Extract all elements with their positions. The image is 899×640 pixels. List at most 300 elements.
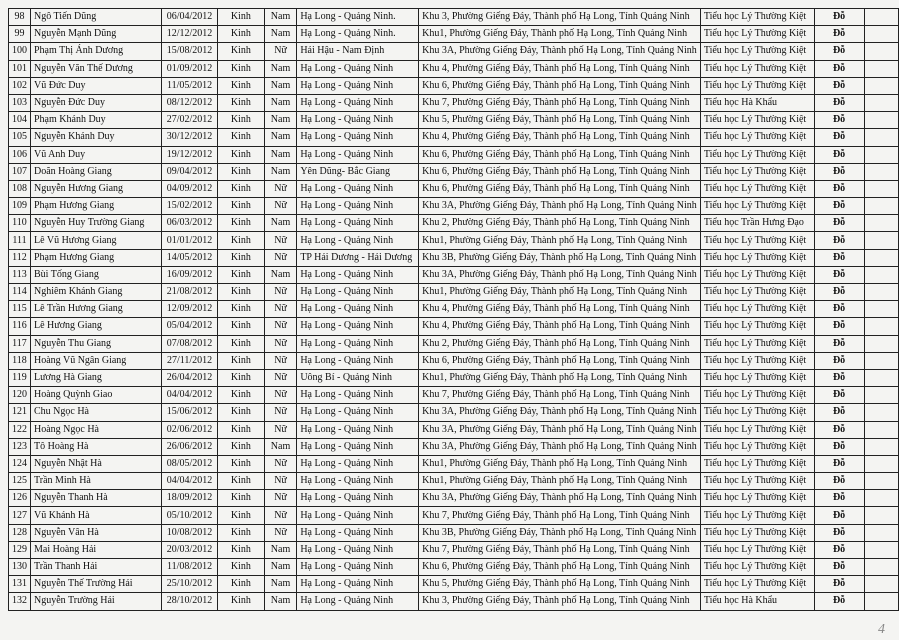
birth-date-cell: 04/04/2012 xyxy=(162,473,218,490)
ethnicity-cell: Kinh xyxy=(217,301,264,318)
address-cell: Khu 4, Phường Giếng Đáy, Thành phố Hạ Long, Tỉnh Quảng Ninh xyxy=(419,60,701,77)
table-row xyxy=(9,541,899,558)
birthplace-cell: Hạ Long - Quảng Ninh xyxy=(297,490,419,507)
student-name-cell: Hoàng Ngọc Hà xyxy=(31,421,162,438)
address-cell: Khu 7, Phường Giếng Đáy, Thành phố Hạ Long, Tỉnh Quảng Ninh xyxy=(419,541,701,558)
result-cell: Đỗ xyxy=(814,335,864,352)
row-index-cell: 113 xyxy=(9,266,31,283)
row-index-cell: 110 xyxy=(9,215,31,232)
ethnicity-cell: Kinh xyxy=(217,9,264,26)
address-cell: Khu 7, Phường Giếng Đáy, Thành phố Hạ Long, Tỉnh Quảng Ninh xyxy=(419,387,701,404)
gender-cell: Nữ xyxy=(264,387,297,404)
blank-cell xyxy=(864,352,898,369)
birth-date-cell: 30/12/2012 xyxy=(162,129,218,146)
gender-cell: Nam xyxy=(264,129,297,146)
table-row xyxy=(9,60,899,77)
primary-school-cell: Tiểu học Lý Thường Kiệt xyxy=(700,421,814,438)
birth-date-cell: 20/03/2012 xyxy=(162,541,218,558)
birthplace-cell: Hạ Long - Quảng Ninh xyxy=(297,94,419,111)
gender-cell: Nam xyxy=(264,94,297,111)
birth-date-cell: 04/09/2012 xyxy=(162,180,218,197)
gender-cell: Nam xyxy=(264,26,297,43)
gender-cell: Nữ xyxy=(264,421,297,438)
primary-school-cell: Tiểu học Lý Thường Kiệt xyxy=(700,438,814,455)
primary-school-cell: Tiểu học Lý Thường Kiệt xyxy=(700,559,814,576)
birthplace-cell: Hải Hậu - Nam Định xyxy=(297,43,419,60)
student-name-cell: Nguyễn Thanh Hà xyxy=(31,490,162,507)
birth-date-cell: 04/04/2012 xyxy=(162,387,218,404)
address-cell: Khu1, Phường Giếng Đáy, Thành phố Hạ Long, Tỉnh Quảng Ninh xyxy=(419,473,701,490)
table-row xyxy=(9,438,899,455)
row-index-cell: 122 xyxy=(9,421,31,438)
primary-school-cell: Tiểu học Lý Thường Kiệt xyxy=(700,129,814,146)
birthplace-cell: Hạ Long - Quảng Ninh xyxy=(297,335,419,352)
result-cell: Đỗ xyxy=(814,26,864,43)
primary-school-cell: Tiểu học Lý Thường Kiệt xyxy=(700,60,814,77)
student-name-cell: Nguyễn Huy Trường Giang xyxy=(31,215,162,232)
blank-cell xyxy=(864,77,898,94)
birth-date-cell: 05/10/2012 xyxy=(162,507,218,524)
primary-school-cell: Tiểu học Lý Thường Kiệt xyxy=(700,77,814,94)
table-row xyxy=(9,352,899,369)
primary-school-cell: Tiểu học Lý Thường Kiệt xyxy=(700,387,814,404)
result-cell: Đỗ xyxy=(814,387,864,404)
address-cell: Khu 5, Phường Giếng Đáy, Thành phố Hạ Long, Tỉnh Quảng Ninh xyxy=(419,112,701,129)
table-row xyxy=(9,335,899,352)
gender-cell: Nam xyxy=(264,266,297,283)
birthplace-cell: Hạ Long - Quảng Ninh xyxy=(297,77,419,94)
table-row xyxy=(9,146,899,163)
table-row xyxy=(9,284,899,301)
address-cell: Khu 6, Phường Giếng Đáy, Thành phố Hạ Long, Tỉnh Quảng Ninh xyxy=(419,77,701,94)
table-row xyxy=(9,421,899,438)
result-cell: Đỗ xyxy=(814,180,864,197)
result-cell: Đỗ xyxy=(814,215,864,232)
student-name-cell: Doãn Hoàng Giang xyxy=(31,163,162,180)
birth-date-cell: 28/10/2012 xyxy=(162,593,218,610)
birthplace-cell: Hạ Long - Quảng Ninh xyxy=(297,232,419,249)
birthplace-cell: Hạ Long - Quảng Ninh xyxy=(297,129,419,146)
table-row xyxy=(9,369,899,386)
ethnicity-cell: Kinh xyxy=(217,266,264,283)
table-row xyxy=(9,473,899,490)
gender-cell: Nam xyxy=(264,559,297,576)
ethnicity-cell: Kinh xyxy=(217,593,264,610)
birthplace-cell: Hạ Long - Quảng Ninh xyxy=(297,112,419,129)
birth-date-cell: 26/06/2012 xyxy=(162,438,218,455)
blank-cell xyxy=(864,369,898,386)
address-cell: Khu 6, Phường Giếng Đáy, Thành phố Hạ Long, Tỉnh Quảng Ninh xyxy=(419,163,701,180)
address-cell: Khu 7, Phường Giếng Đáy, Thành phố Hạ Long, Tỉnh Quảng Ninh xyxy=(419,94,701,111)
ethnicity-cell: Kinh xyxy=(217,43,264,60)
address-cell: Khu 3, Phường Giếng Đáy, Thành phố Hạ Long, Tỉnh Quảng Ninh xyxy=(419,593,701,610)
address-cell: Khu1, Phường Giếng Đáy, Thành phố Hạ Long, Tỉnh Quảng Ninh xyxy=(419,455,701,472)
blank-cell xyxy=(864,490,898,507)
row-index-cell: 132 xyxy=(9,593,31,610)
gender-cell: Nữ xyxy=(264,490,297,507)
address-cell: Khu1, Phường Giếng Đáy, Thành phố Hạ Long, Tỉnh Quảng Ninh xyxy=(419,232,701,249)
ethnicity-cell: Kinh xyxy=(217,404,264,421)
row-index-cell: 117 xyxy=(9,335,31,352)
result-cell: Đỗ xyxy=(814,524,864,541)
primary-school-cell: Tiểu học Lý Thường Kiệt xyxy=(700,112,814,129)
ethnicity-cell: Kinh xyxy=(217,198,264,215)
birthplace-cell: TP Hải Dương - Hải Dương xyxy=(297,249,419,266)
address-cell: Khu 6, Phường Giếng Đáy, Thành phố Hạ Long, Tỉnh Quảng Ninh xyxy=(419,146,701,163)
ethnicity-cell: Kinh xyxy=(217,541,264,558)
student-name-cell: Hoàng Quỳnh Giao xyxy=(31,387,162,404)
gender-cell: Nam xyxy=(264,77,297,94)
birth-date-cell: 26/04/2012 xyxy=(162,369,218,386)
table-row xyxy=(9,524,899,541)
student-name-cell: Phạm Khánh Duy xyxy=(31,112,162,129)
row-index-cell: 100 xyxy=(9,43,31,60)
primary-school-cell: Tiểu học Lý Thường Kiệt xyxy=(700,266,814,283)
gender-cell: Nữ xyxy=(264,43,297,60)
gender-cell: Nam xyxy=(264,215,297,232)
blank-cell xyxy=(864,559,898,576)
blank-cell xyxy=(864,9,898,26)
table-row xyxy=(9,77,899,94)
birthplace-cell: Hạ Long - Quảng Ninh xyxy=(297,146,419,163)
blank-cell xyxy=(864,438,898,455)
birthplace-cell: Hạ Long - Quảng Ninh xyxy=(297,524,419,541)
gender-cell: Nữ xyxy=(264,198,297,215)
address-cell: Khu 3B, Phường Giếng Đáy, Thành phố Hạ Long, Tỉnh Quảng Ninh xyxy=(419,524,701,541)
result-cell: Đỗ xyxy=(814,146,864,163)
birth-date-cell: 12/12/2012 xyxy=(162,26,218,43)
ethnicity-cell: Kinh xyxy=(217,369,264,386)
student-name-cell: Mai Hoàng Hải xyxy=(31,541,162,558)
table-row xyxy=(9,112,899,129)
row-index-cell: 116 xyxy=(9,318,31,335)
birth-date-cell: 12/09/2012 xyxy=(162,301,218,318)
table-row xyxy=(9,215,899,232)
row-index-cell: 123 xyxy=(9,438,31,455)
primary-school-cell: Tiểu học Lý Thường Kiệt xyxy=(700,198,814,215)
result-cell: Đỗ xyxy=(814,43,864,60)
table-row xyxy=(9,387,899,404)
student-name-cell: Tô Hoàng Hà xyxy=(31,438,162,455)
student-name-cell: Vũ Đức Duy xyxy=(31,77,162,94)
blank-cell xyxy=(864,249,898,266)
gender-cell: Nữ xyxy=(264,318,297,335)
table-row xyxy=(9,455,899,472)
result-cell: Đỗ xyxy=(814,576,864,593)
primary-school-cell: Tiểu học Lý Thường Kiệt xyxy=(700,369,814,386)
student-name-cell: Nguyễn Thu Giang xyxy=(31,335,162,352)
address-cell: Khu 4, Phường Giếng Đáy, Thành phố Hạ Long, Tỉnh Quảng Ninh xyxy=(419,301,701,318)
ethnicity-cell: Kinh xyxy=(217,284,264,301)
ethnicity-cell: Kinh xyxy=(217,421,264,438)
result-cell: Đỗ xyxy=(814,404,864,421)
birthplace-cell: Hạ Long - Quảng Ninh xyxy=(297,266,419,283)
table-row xyxy=(9,232,899,249)
blank-cell xyxy=(864,112,898,129)
birth-date-cell: 01/01/2012 xyxy=(162,232,218,249)
address-cell: Khu 4, Phường Giếng Đáy, Thành phố Hạ Long, Tỉnh Quảng Ninh xyxy=(419,129,701,146)
table-row xyxy=(9,593,899,610)
student-name-cell: Nguyễn Khánh Duy xyxy=(31,129,162,146)
primary-school-cell: Tiểu học Lý Thường Kiệt xyxy=(700,490,814,507)
row-index-cell: 99 xyxy=(9,26,31,43)
row-index-cell: 112 xyxy=(9,249,31,266)
table-row xyxy=(9,507,899,524)
result-cell: Đỗ xyxy=(814,94,864,111)
student-name-cell: Hoàng Vũ Ngân Giang xyxy=(31,352,162,369)
blank-cell xyxy=(864,301,898,318)
birth-date-cell: 18/09/2012 xyxy=(162,490,218,507)
birth-date-cell: 14/05/2012 xyxy=(162,249,218,266)
primary-school-cell: Tiểu học Lý Thường Kiệt xyxy=(700,541,814,558)
ethnicity-cell: Kinh xyxy=(217,26,264,43)
result-cell: Đỗ xyxy=(814,9,864,26)
row-index-cell: 108 xyxy=(9,180,31,197)
primary-school-cell: Tiểu học Lý Thường Kiệt xyxy=(700,318,814,335)
blank-cell xyxy=(864,163,898,180)
birth-date-cell: 11/08/2012 xyxy=(162,559,218,576)
result-cell: Đỗ xyxy=(814,473,864,490)
birthplace-cell: Hạ Long - Quảng Ninh xyxy=(297,198,419,215)
blank-cell xyxy=(864,284,898,301)
birthplace-cell: Hạ Long - Quảng Ninh xyxy=(297,541,419,558)
gender-cell: Nữ xyxy=(264,249,297,266)
row-index-cell: 131 xyxy=(9,576,31,593)
address-cell: Khu 3A, Phường Giếng Đáy, Thành phố Hạ Long, Tỉnh Quảng Ninh xyxy=(419,404,701,421)
blank-cell xyxy=(864,421,898,438)
gender-cell: Nữ xyxy=(264,404,297,421)
blank-cell xyxy=(864,404,898,421)
row-index-cell: 126 xyxy=(9,490,31,507)
student-name-cell: Phạm Thị Ánh Dương xyxy=(31,43,162,60)
row-index-cell: 106 xyxy=(9,146,31,163)
primary-school-cell: Tiểu học Lý Thường Kiệt xyxy=(700,163,814,180)
gender-cell: Nữ xyxy=(264,473,297,490)
gender-cell: Nữ xyxy=(264,369,297,386)
student-name-cell: Phạm Hương Giang xyxy=(31,198,162,215)
ethnicity-cell: Kinh xyxy=(217,524,264,541)
blank-cell xyxy=(864,215,898,232)
blank-cell xyxy=(864,455,898,472)
primary-school-cell: Tiểu học Lý Thường Kiệt xyxy=(700,455,814,472)
row-index-cell: 103 xyxy=(9,94,31,111)
primary-school-cell: Tiểu học Lý Thường Kiệt xyxy=(700,284,814,301)
gender-cell: Nam xyxy=(264,112,297,129)
row-index-cell: 125 xyxy=(9,473,31,490)
row-index-cell: 98 xyxy=(9,9,31,26)
primary-school-cell: Tiểu học Lý Thường Kiệt xyxy=(700,301,814,318)
gender-cell: Nam xyxy=(264,163,297,180)
birth-date-cell: 08/12/2012 xyxy=(162,94,218,111)
birthplace-cell: Hạ Long - Quảng Ninh xyxy=(297,438,419,455)
birthplace-cell: Hạ Long - Quảng Ninh xyxy=(297,507,419,524)
blank-cell xyxy=(864,507,898,524)
ethnicity-cell: Kinh xyxy=(217,163,264,180)
row-index-cell: 115 xyxy=(9,301,31,318)
blank-cell xyxy=(864,129,898,146)
blank-cell xyxy=(864,94,898,111)
student-name-cell: Nguyễn Văn Thế Dương xyxy=(31,60,162,77)
primary-school-cell: Tiểu học Lý Thường Kiệt xyxy=(700,524,814,541)
ethnicity-cell: Kinh xyxy=(217,507,264,524)
result-cell: Đỗ xyxy=(814,112,864,129)
student-name-cell: Vũ Anh Duy xyxy=(31,146,162,163)
address-cell: Khu 4, Phường Giếng Đáy, Thành phố Hạ Long, Tỉnh Quảng Ninh xyxy=(419,318,701,335)
row-index-cell: 120 xyxy=(9,387,31,404)
student-name-cell: Vũ Khánh Hà xyxy=(31,507,162,524)
blank-cell xyxy=(864,198,898,215)
gender-cell: Nữ xyxy=(264,301,297,318)
birth-date-cell: 01/09/2012 xyxy=(162,60,218,77)
blank-cell xyxy=(864,473,898,490)
blank-cell xyxy=(864,576,898,593)
row-index-cell: 124 xyxy=(9,455,31,472)
row-index-cell: 128 xyxy=(9,524,31,541)
gender-cell: Nữ xyxy=(264,180,297,197)
birth-date-cell: 15/06/2012 xyxy=(162,404,218,421)
result-cell: Đỗ xyxy=(814,232,864,249)
address-cell: Khu 3A, Phường Giếng Đáy, Thành phố Hạ Long, Tỉnh Quảng Ninh xyxy=(419,266,701,283)
birthplace-cell: Hạ Long - Quảng Ninh xyxy=(297,180,419,197)
student-name-cell: Nguyễn Thế Trường Hải xyxy=(31,576,162,593)
address-cell: Khu 3A, Phường Giếng Đáy, Thành phố Hạ Long, Tỉnh Quảng Ninh xyxy=(419,490,701,507)
address-cell: Khu 5, Phường Giếng Đáy, Thành phố Hạ Long, Tỉnh Quảng Ninh xyxy=(419,576,701,593)
birthplace-cell: Hạ Long - Quảng Ninh xyxy=(297,215,419,232)
blank-cell xyxy=(864,593,898,610)
table-row xyxy=(9,163,899,180)
address-cell: Khu 7, Phường Giếng Đáy, Thành phố Hạ Long, Tỉnh Quảng Ninh xyxy=(419,507,701,524)
row-index-cell: 102 xyxy=(9,77,31,94)
table-row xyxy=(9,559,899,576)
blank-cell xyxy=(864,43,898,60)
table-row xyxy=(9,490,899,507)
address-cell: Khu1, Phường Giếng Đáy, Thành phố Hạ Long, Tỉnh Quảng Ninh xyxy=(419,26,701,43)
student-name-cell: Nguyễn Vân Hà xyxy=(31,524,162,541)
ethnicity-cell: Kinh xyxy=(217,455,264,472)
birthplace-cell: Hạ Long - Quảng Ninh xyxy=(297,387,419,404)
birth-date-cell: 08/05/2012 xyxy=(162,455,218,472)
student-name-cell: Ngô Tiến Dũng xyxy=(31,9,162,26)
birth-date-cell: 27/02/2012 xyxy=(162,112,218,129)
birthplace-cell: Hạ Long - Quảng Ninh xyxy=(297,352,419,369)
gender-cell: Nữ xyxy=(264,524,297,541)
table-body xyxy=(9,9,899,611)
birth-date-cell: 07/08/2012 xyxy=(162,335,218,352)
blank-cell xyxy=(864,232,898,249)
birth-date-cell: 09/04/2012 xyxy=(162,163,218,180)
ethnicity-cell: Kinh xyxy=(217,387,264,404)
result-cell: Đỗ xyxy=(814,77,864,94)
primary-school-cell: Tiểu học Lý Thường Kiệt xyxy=(700,26,814,43)
student-name-cell: Nguyễn Hương Giang xyxy=(31,180,162,197)
table-row xyxy=(9,318,899,335)
gender-cell: Nam xyxy=(264,541,297,558)
birth-date-cell: 19/12/2012 xyxy=(162,146,218,163)
birth-date-cell: 05/04/2012 xyxy=(162,318,218,335)
birth-date-cell: 11/05/2012 xyxy=(162,77,218,94)
ethnicity-cell: Kinh xyxy=(217,60,264,77)
gender-cell: Nữ xyxy=(264,232,297,249)
result-cell: Đỗ xyxy=(814,198,864,215)
primary-school-cell: Tiểu học Lý Thường Kiệt xyxy=(700,473,814,490)
gender-cell: Nữ xyxy=(264,352,297,369)
blank-cell xyxy=(864,266,898,283)
student-name-cell: Lê Hương Giang xyxy=(31,318,162,335)
ethnicity-cell: Kinh xyxy=(217,352,264,369)
blank-cell xyxy=(864,318,898,335)
row-index-cell: 130 xyxy=(9,559,31,576)
primary-school-cell: Tiểu học Lý Thường Kiệt xyxy=(700,232,814,249)
result-cell: Đỗ xyxy=(814,129,864,146)
result-cell: Đỗ xyxy=(814,318,864,335)
address-cell: Khu 3, Phường Giếng Đáy, Thành phố Hạ Long, Tỉnh Quảng Ninh xyxy=(419,9,701,26)
student-name-cell: Lê Vũ Hương Giang xyxy=(31,232,162,249)
primary-school-cell: Tiểu học Trần Hưng Đạo xyxy=(700,215,814,232)
ethnicity-cell: Kinh xyxy=(217,473,264,490)
address-cell: Khu 3A, Phường Giếng Đáy, Thành phố Hạ Long, Tỉnh Quảng Ninh xyxy=(419,43,701,60)
result-cell: Đỗ xyxy=(814,352,864,369)
result-cell: Đỗ xyxy=(814,421,864,438)
primary-school-cell: Tiểu học Lý Thường Kiệt xyxy=(700,146,814,163)
birthplace-cell: Hạ Long - Quảng Ninh xyxy=(297,404,419,421)
birthplace-cell: Hạ Long - Quảng Ninh xyxy=(297,301,419,318)
ethnicity-cell: Kinh xyxy=(217,490,264,507)
gender-cell: Nữ xyxy=(264,335,297,352)
birth-date-cell: 27/11/2012 xyxy=(162,352,218,369)
ethnicity-cell: Kinh xyxy=(217,318,264,335)
result-cell: Đỗ xyxy=(814,249,864,266)
blank-cell xyxy=(864,180,898,197)
row-index-cell: 129 xyxy=(9,541,31,558)
blank-cell xyxy=(864,60,898,77)
blank-cell xyxy=(864,335,898,352)
student-results-table xyxy=(8,8,899,611)
birthplace-cell: Hạ Long - Quảng Ninh xyxy=(297,284,419,301)
address-cell: Khu 6, Phường Giếng Đáy, Thành phố Hạ Long, Tỉnh Quảng Ninh xyxy=(419,559,701,576)
birthplace-cell: Hạ Long - Quảng Ninh. xyxy=(297,26,419,43)
row-index-cell: 107 xyxy=(9,163,31,180)
ethnicity-cell: Kinh xyxy=(217,576,264,593)
table-row xyxy=(9,26,899,43)
result-cell: Đỗ xyxy=(814,438,864,455)
row-index-cell: 101 xyxy=(9,60,31,77)
row-index-cell: 105 xyxy=(9,129,31,146)
birth-date-cell: 02/06/2012 xyxy=(162,421,218,438)
table-row xyxy=(9,180,899,197)
result-cell: Đỗ xyxy=(814,455,864,472)
address-cell: Khu 3A, Phường Giếng Đáy, Thành phố Hạ Long, Tỉnh Quảng Ninh xyxy=(419,438,701,455)
birthplace-cell: Hạ Long - Quảng Ninh xyxy=(297,60,419,77)
row-index-cell: 118 xyxy=(9,352,31,369)
birthplace-cell: Uông Bí - Quảng Ninh xyxy=(297,369,419,386)
address-cell: Khu 6, Phường Giếng Đáy, Thành phố Hạ Long, Tỉnh Quảng Ninh xyxy=(419,180,701,197)
primary-school-cell: Tiểu học Lý Thường Kiệt xyxy=(700,180,814,197)
gender-cell: Nam xyxy=(264,593,297,610)
birth-date-cell: 06/03/2012 xyxy=(162,215,218,232)
student-name-cell: Lê Trần Hương Giang xyxy=(31,301,162,318)
primary-school-cell: Tiểu học Lý Thường Kiệt xyxy=(700,576,814,593)
ethnicity-cell: Kinh xyxy=(217,112,264,129)
ethnicity-cell: Kinh xyxy=(217,335,264,352)
address-cell: Khu 2, Phường Giếng Đáy, Thành phố Hạ Long, Tỉnh Quảng Ninh xyxy=(419,335,701,352)
birth-date-cell: 15/08/2012 xyxy=(162,43,218,60)
address-cell: Khu 3A, Phường Giếng Đáy, Thành phố Hạ Long, Tỉnh Quảng Ninh xyxy=(419,198,701,215)
student-name-cell: Trần Thanh Hải xyxy=(31,559,162,576)
blank-cell xyxy=(864,26,898,43)
address-cell: Khu 2, Phường Giếng Đáy, Thành phố Hạ Long, Tỉnh Quảng Ninh xyxy=(419,215,701,232)
birthplace-cell: Hạ Long - Quảng Ninh xyxy=(297,318,419,335)
result-cell: Đỗ xyxy=(814,60,864,77)
